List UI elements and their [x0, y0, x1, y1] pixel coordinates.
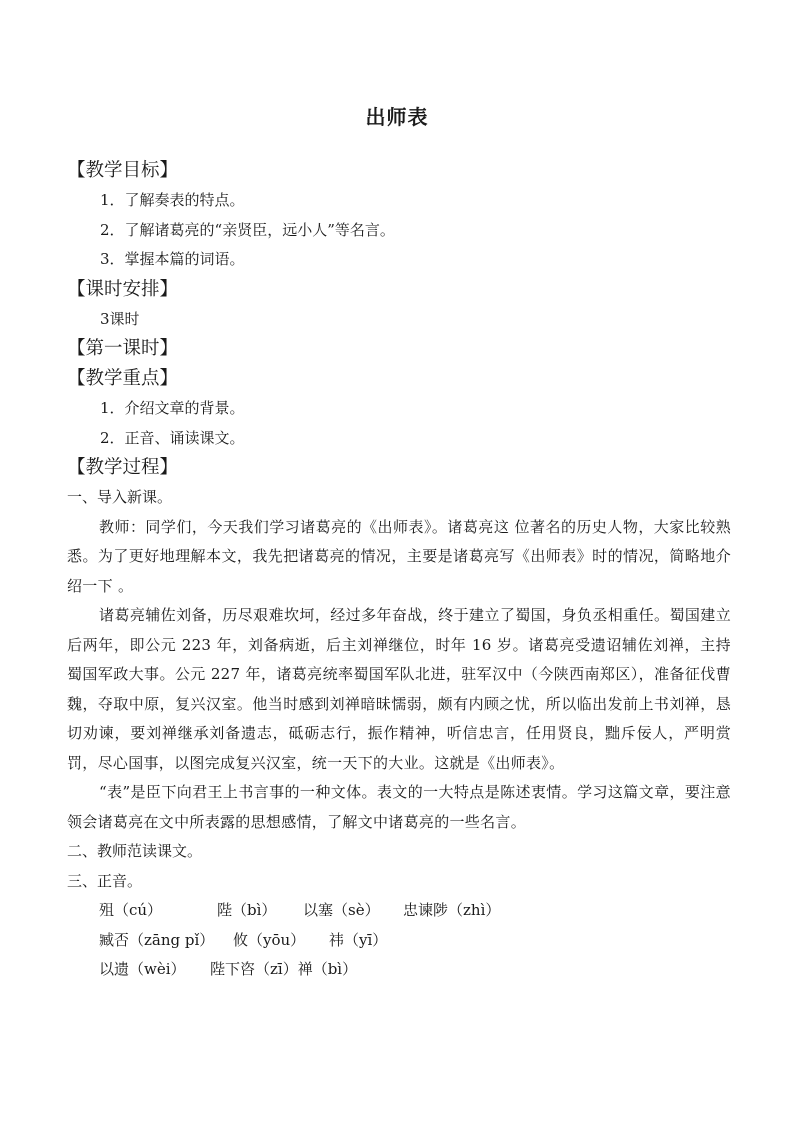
- pinyin-row-1: [67, 896, 731, 926]
- pinyin-entry: 以塞（sè）: [303, 901, 380, 919]
- process-paragraph-1: 教师：同学们，今天我们学习诸葛亮的《出师表》。诸葛亮这 位著名的历史人物，大家比较熟悉。为了更好地理解本文，我先把诸葛亮的情况，主要是诸葛亮写《出师表》时的情况，简略地介绍一下 。: [67, 517, 731, 595]
- process-paragraph-3: “表”是臣下向君王上书言事的一种文体。表文的一大特点是陈述衷情。学习这篇文章，要注意领会诸葛亮在文中所表露的思想感情，了解文中诸葛亮的一些名言。: [67, 783, 731, 831]
- focus-heading: 【教学重点】: [67, 368, 179, 389]
- objective-item-2: 2．了解诸葛亮的“亲贤臣，远小人”等名言。: [100, 220, 395, 239]
- page-title: 出师表: [365, 105, 429, 129]
- schedule-text: 3课时: [100, 309, 140, 328]
- objectives-heading: 【教学目标】: [67, 160, 179, 181]
- document-body: [67, 156, 731, 985]
- process-paragraph-2: 诸葛亮辅佐刘备，历尽艰难坎坷，经过多年奋战，终于建立了蜀国，身负丞相重任。蜀国建立后两年，即公元 223 年，刘备病逝，后主刘禅继位，时年 16 岁。诸葛亮受遗诏辅佐刘禅，主持蜀国军政大事。公元 227 年，诸葛亮统率蜀国军队北进，驻军汉中（今陕西南郑区），准备征伐曹魏，夺取中原，复兴汉室。他当时感到刘禅暗昧懦弱，颇有内顾之忧，所以临出发前上书刘禅，恳切劝谏，要刘禅继承刘备遗志，砥砺志行，振作精神，听信忠言，任用贤良，黜斥佞人，严明赏罚，尽心国事，以图完成复兴汉室，统一天下的大业。这就是《出师表》。: [67, 606, 731, 772]
- pinyin-entry: 忠谏陟（zhì）: [403, 901, 501, 919]
- pinyin-row-3: [67, 955, 731, 985]
- process-heading: 【教学过程】: [67, 457, 179, 478]
- pinyin-entry: 臧否（zāng pǐ）: [99, 930, 215, 949]
- pinyin-entry: 攸（yōu）: [233, 930, 306, 949]
- pinyin-entry: 陛（bì）: [217, 901, 277, 919]
- pinyin-entry: 祎（yī）: [329, 930, 388, 949]
- lesson1-heading: 【第一课时】: [67, 338, 179, 359]
- process-step-3: 三、正音。: [67, 871, 143, 890]
- schedule-heading: 【课时安排】: [67, 278, 179, 300]
- focus-item-1: 1．介绍文章的背景。: [100, 399, 245, 417]
- process-step-1: 一、导入新课。: [67, 488, 173, 506]
- focus-item-2: 2．正音、诵读课文。: [100, 428, 245, 447]
- pinyin-entry: 殂（cú）: [99, 901, 163, 919]
- objective-item-3: 3．掌握本篇的词语。: [100, 250, 245, 268]
- pinyin-entry: 陛下咨（zī）禅（bì）: [210, 960, 358, 978]
- pinyin-entry: 以遗（wèi）: [99, 960, 186, 978]
- objective-item-1: 1．了解奏表的特点。: [100, 191, 245, 209]
- process-step-2: 二、教师范读课文。: [67, 842, 203, 860]
- pinyin-row-2: [67, 926, 731, 956]
